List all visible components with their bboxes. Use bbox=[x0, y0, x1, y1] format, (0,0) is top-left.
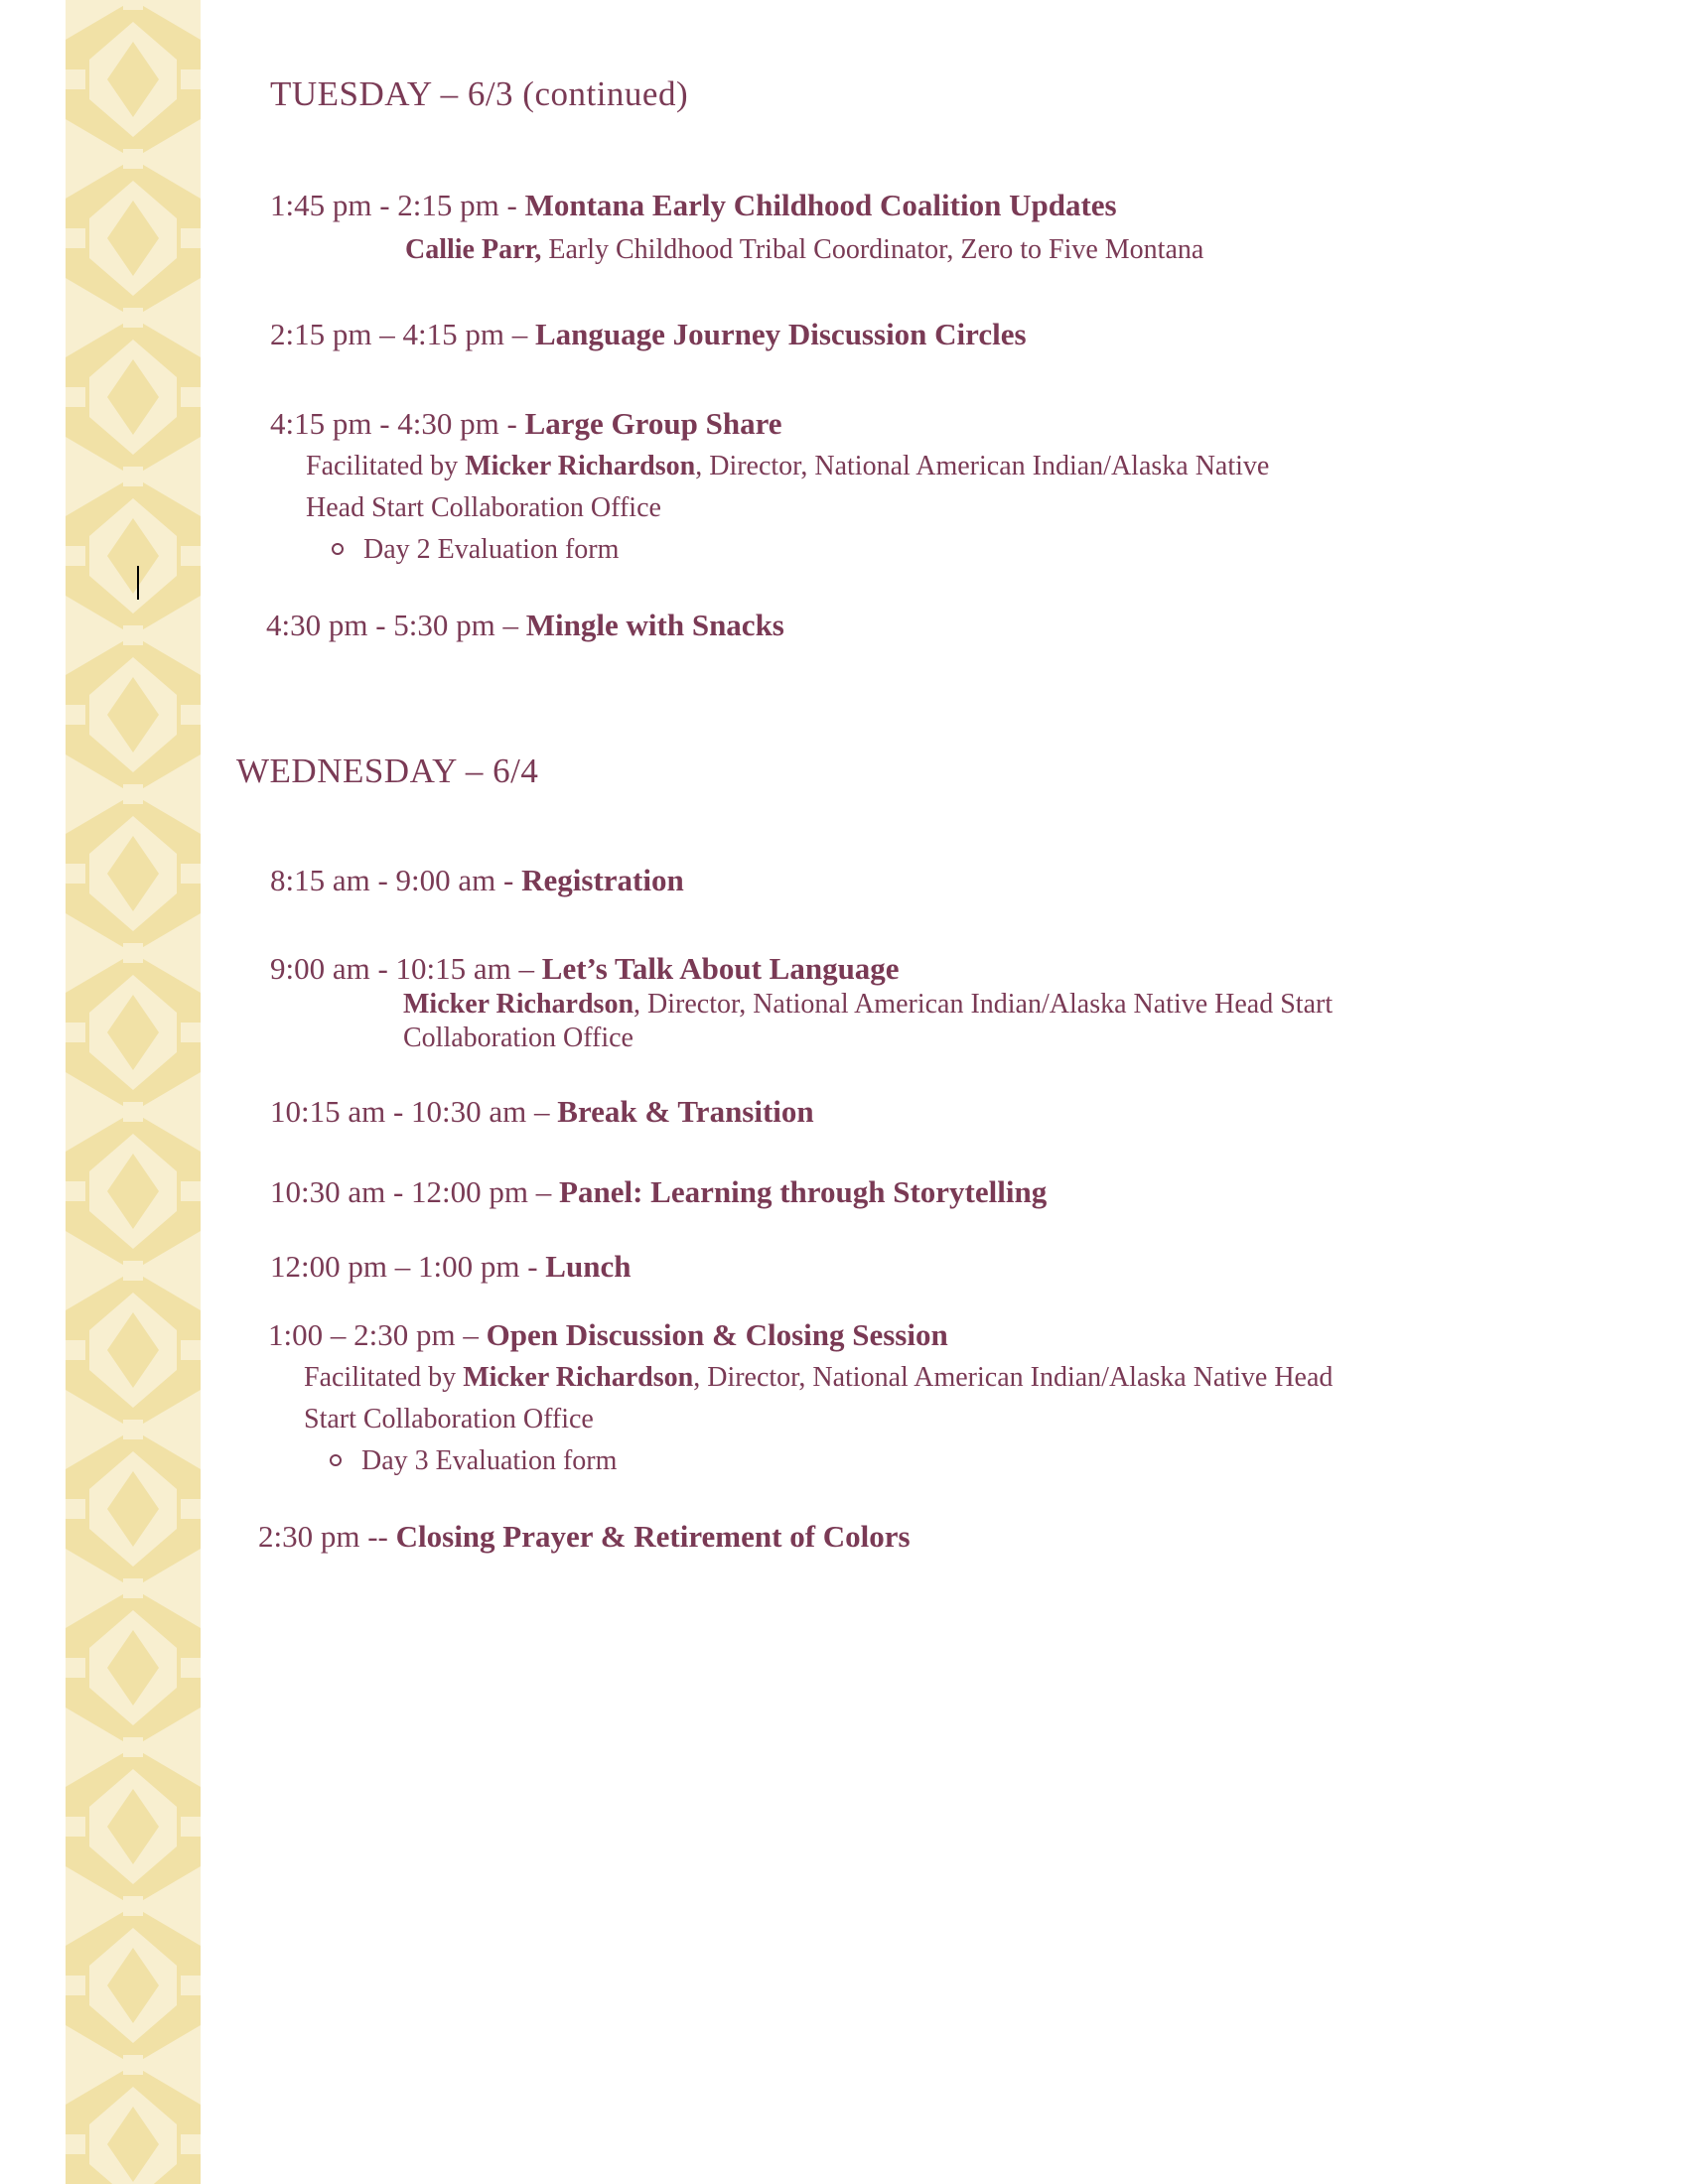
session-line bbox=[258, 1519, 911, 1555]
session-title: Mingle with Snacks bbox=[525, 608, 784, 642]
session-title: Language Journey Discussion Circles bbox=[534, 317, 1027, 351]
facilitator-name: Micker Richardson bbox=[463, 1362, 694, 1393]
facilitated-by-label: Facilitated by bbox=[306, 451, 466, 481]
session-line bbox=[270, 1249, 631, 1285]
facilitator-role: , Director, National American Indian/Alaska Native Head bbox=[693, 1362, 1334, 1393]
session-time: 8:15 am - 9:00 am - bbox=[270, 863, 522, 897]
session-time: 2:15 pm – 4:15 pm – bbox=[270, 317, 535, 351]
session-line bbox=[270, 317, 1027, 352]
day-heading-tuesday: TUESDAY – 6/3 (continued) bbox=[270, 74, 689, 113]
session-time: 4:15 pm - 4:30 pm - bbox=[270, 406, 525, 441]
session-title: Open Discussion & Closing Session bbox=[486, 1317, 948, 1352]
speaker-line bbox=[405, 234, 1203, 266]
session-time: 1:45 pm - 2:15 pm - bbox=[270, 188, 525, 222]
bullet-circle-icon bbox=[332, 543, 344, 555]
evaluation-link-text: Day 3 Evaluation form bbox=[361, 1445, 618, 1476]
session-line bbox=[270, 863, 684, 898]
session-title: Closing Prayer & Retirement of Colors bbox=[395, 1519, 911, 1554]
text-cursor bbox=[137, 566, 139, 600]
session-time: 2:30 pm -- bbox=[258, 1519, 396, 1554]
decorative-border-pattern bbox=[66, 0, 201, 2184]
session-time: 9:00 am - 10:15 am – bbox=[270, 951, 542, 986]
speaker-name: Micker Richardson bbox=[403, 989, 634, 1020]
session-title: Break & Transition bbox=[557, 1094, 814, 1129]
evaluation-bullet bbox=[330, 1445, 617, 1477]
day-heading-wednesday: WEDNESDAY – 6/4 bbox=[236, 751, 539, 790]
speaker-role-continued: Collaboration Office bbox=[403, 1023, 633, 1053]
session-title: Registration bbox=[521, 863, 684, 897]
facilitated-by-label: Facilitated by bbox=[304, 1362, 464, 1393]
facilitator-name: Micker Richardson bbox=[465, 451, 696, 481]
session-line bbox=[270, 1094, 814, 1130]
evaluation-bullet bbox=[332, 534, 619, 566]
speaker-line bbox=[403, 989, 1333, 1021]
session-line bbox=[270, 406, 782, 442]
session-title: Montana Early Childhood Coalition Updates bbox=[524, 188, 1117, 222]
facilitator-line bbox=[306, 451, 1269, 482]
speaker-role: , Director, National American Indian/Alaska Native Head Start bbox=[633, 989, 1334, 1020]
session-title: Lunch bbox=[545, 1249, 632, 1284]
session-line bbox=[270, 188, 1117, 223]
session-title: Panel: Learning through Storytelling bbox=[559, 1174, 1048, 1209]
bullet-circle-icon bbox=[330, 1454, 342, 1466]
session-line bbox=[270, 951, 900, 987]
facilitator-line bbox=[304, 1362, 1333, 1394]
session-time: 12:00 pm – 1:00 pm - bbox=[270, 1249, 546, 1284]
facilitator-role-continued: Start Collaboration Office bbox=[304, 1404, 594, 1434]
session-time: 1:00 – 2:30 pm – bbox=[268, 1317, 487, 1352]
session-line bbox=[266, 608, 784, 643]
evaluation-link-text: Day 2 Evaluation form bbox=[363, 534, 620, 565]
session-title: Large Group Share bbox=[524, 406, 782, 441]
session-time: 10:30 am - 12:00 pm – bbox=[270, 1174, 560, 1209]
session-time: 4:30 pm - 5:30 pm – bbox=[266, 608, 526, 642]
session-time: 10:15 am - 10:30 am – bbox=[270, 1094, 558, 1129]
facilitator-role: , Director, National American Indian/Alaska Native bbox=[695, 451, 1270, 481]
session-line bbox=[270, 1174, 1047, 1210]
facilitator-role-continued: Head Start Collaboration Office bbox=[306, 492, 661, 523]
session-title: Let’s Talk About Language bbox=[541, 951, 900, 986]
speaker-name: Callie Parr, bbox=[405, 234, 542, 265]
speaker-role: Early Childhood Tribal Coordinator, Zero to Five Montana bbox=[541, 234, 1204, 265]
session-line bbox=[268, 1317, 948, 1353]
